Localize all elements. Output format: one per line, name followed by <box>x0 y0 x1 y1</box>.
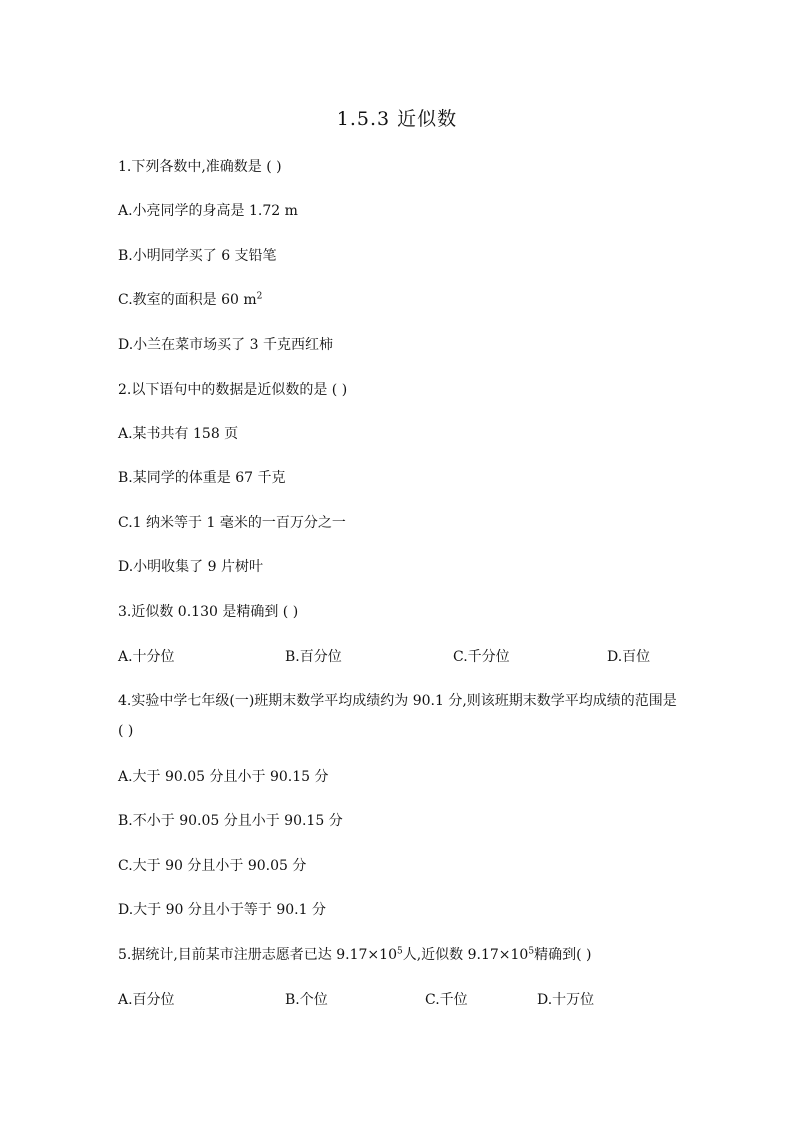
question-2-option-b: B.某同学的体重是 67 千克 <box>118 470 286 486</box>
question-2-option-a: A.某书共有 158 页 <box>118 426 239 442</box>
question-1-option-c <box>118 290 262 310</box>
question-5-stem-part-1: 5.据统计,目前某市注册志愿者已达 9.17×10 <box>118 947 397 963</box>
question-1-stem: 1.下列各数中,准确数是 ( ) <box>118 159 282 175</box>
question-3-option-d: D.百位 <box>607 649 651 665</box>
superscript: 5 <box>528 946 535 957</box>
question-2-stem: 2.以下语句中的数据是近似数的是 ( ) <box>118 382 348 398</box>
question-1-option-b: B.小明同学买了 6 支铅笔 <box>118 248 277 264</box>
question-4-option-c: C.大于 90 分且小于 90.05 分 <box>118 858 307 874</box>
question-4-option-a: A.大于 90.05 分且小于 90.15 分 <box>118 769 329 785</box>
question-5-option-a: A.百分位 <box>118 992 175 1008</box>
question-1-option-a: A.小亮同学的身高是 1.72 m <box>118 203 298 219</box>
question-5-option-c: C.千位 <box>425 992 468 1008</box>
superscript: 5 <box>396 946 403 957</box>
question-3-option-c: C.千分位 <box>453 649 510 665</box>
question-5-stem <box>118 945 591 965</box>
question-4-stem-line-2: ( ) <box>118 723 134 739</box>
question-5-stem-part-2: 人,近似数 9.17×10 <box>402 947 529 963</box>
page-title: 1.5.3 近似数 <box>336 108 458 130</box>
question-1-option-d: D.小兰在菜市场买了 3 千克西红柿 <box>118 337 333 353</box>
question-3-option-a: A.十分位 <box>118 649 175 665</box>
question-4-option-b: B.不小于 90.05 分且小于 90.15 分 <box>118 813 343 829</box>
question-2-option-d: D.小明收集了 9 片树叶 <box>118 559 263 575</box>
question-3-stem: 3.近似数 0.130 是精确到 ( ) <box>118 604 299 620</box>
question-5-option-b: B.个位 <box>285 992 328 1008</box>
question-3-option-b: B.百分位 <box>285 649 342 665</box>
question-2-option-c: C.1 纳米等于 1 毫米的一百万分之一 <box>118 515 346 531</box>
question-5-option-d: D.十万位 <box>537 992 595 1008</box>
question-4-stem-line-1: 4.实验中学七年级(一)班期末数学平均成绩约为 90.1 分,则该班期末数学平均成绩的范围是 <box>118 693 677 709</box>
question-5-stem-part-3: 精确到( ) <box>534 947 592 963</box>
superscript: 2 <box>256 291 263 302</box>
question-1-option-c-text: C.教室的面积是 60 m <box>118 292 257 308</box>
question-4-option-d: D.大于 90 分且小于等于 90.1 分 <box>118 902 326 918</box>
